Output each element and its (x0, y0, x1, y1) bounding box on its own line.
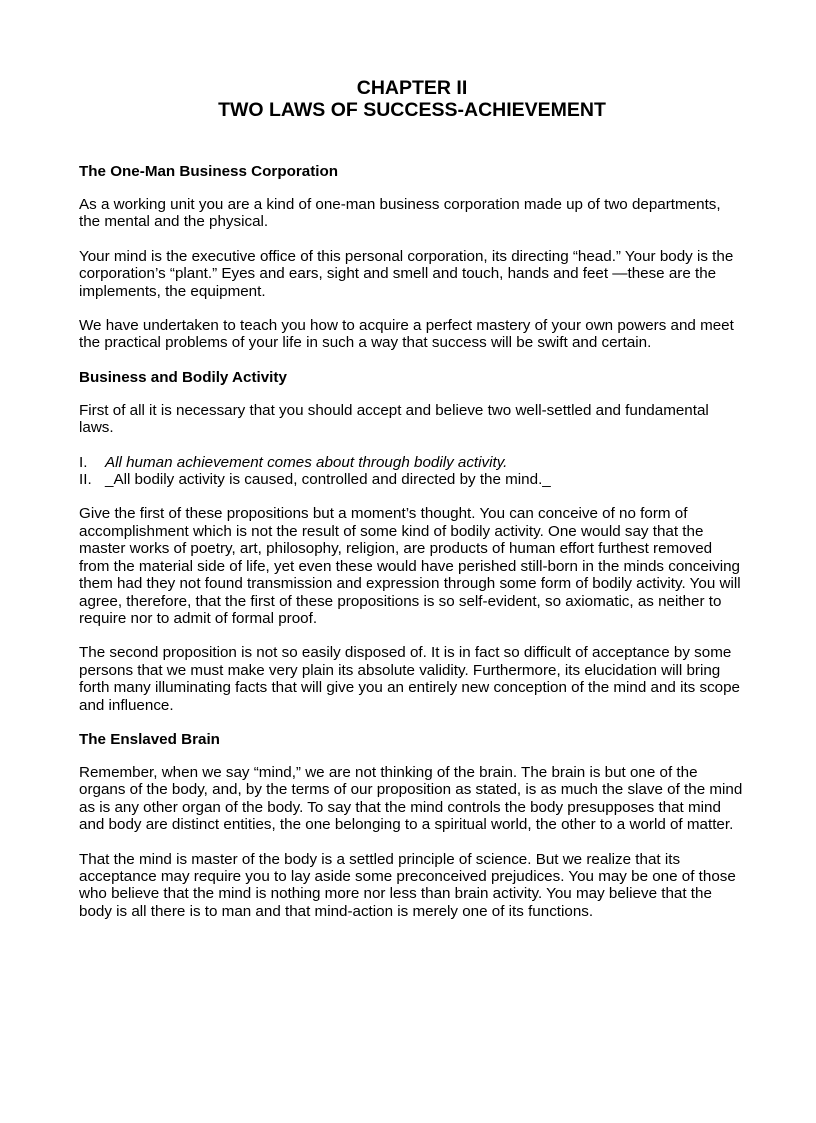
laws-list (79, 454, 745, 489)
section-heading: Business and Bodily Activity (79, 368, 287, 386)
law-text: _All bodily activity is caused, controlled and directed by the mind._ (105, 471, 551, 489)
chapter-title: TWO LAWS OF SUCCESS-ACHIEVEMENT (218, 99, 606, 121)
section-heading: The One-Man Business Corporation (79, 163, 339, 180)
section-heading: The Enslaved Brain (79, 730, 220, 748)
chapter-heading (79, 77, 745, 121)
page-content (79, 77, 745, 937)
paragraph: That the mind is master of the body is a settled principle of science. But we realize that its acceptance may require you to lay aside some preconceived prejudices. You may be one of those who believe that the mind is nothing more nor less than brain activity. You may believe that the body is all there is to man and that mind-action is merely one of its functions. (79, 850, 736, 920)
paragraph: As a working unit you are a kind of one-man business corporation made up of two departments, the mental and the physical. (79, 196, 721, 231)
paragraph: Your mind is the executive office of this personal corporation, its directing “head.” Your body is the corporation’s “plant.” Eyes and ears, sight and smell and touch, hands and feet —these are the implements, the equipment. (79, 247, 734, 300)
law-item (79, 454, 745, 471)
paragraph: We have undertaken to teach you how to acquire a perfect mastery of your own powers and meet the practical problems of your life in such a way that success will be swift and certain. (79, 317, 734, 352)
section-enslaved-brain (79, 731, 745, 920)
paragraph: Remember, when we say “mind,” we are not thinking of the brain. The brain is but one of the organs of the body, and, by the terms of our proposition as stated, is as much the slave of the mind as is any other organ of the body. To say that the mind controls the body presupposes that mind and body are distinct entities, the one belonging to a spiritual world, the other to a world of matter. (79, 763, 743, 834)
paragraph: The second proposition is not so easily disposed of. It is in fact so difficult of acceptance by some persons that we must make very plain its absolute validity. Furthermore, its elucidation will bring forth many illuminating facts that will give you an entirely new conception of the mind and its scope and influence. (79, 644, 741, 714)
law-text: All human achievement comes about through bodily activity. (105, 453, 508, 471)
law-numeral: I. (79, 453, 88, 471)
section-one-man-corporation (79, 163, 745, 352)
law-item (79, 471, 745, 488)
paragraph: First of all it is necessary that you should accept and believe two well-settled and fundamental laws. (79, 401, 709, 437)
section-business-bodily-activity (79, 369, 745, 714)
law-numeral: II. (79, 471, 92, 489)
paragraph: Give the first of these propositions but a moment’s thought. You can conceive of no form of accomplishment which is not the result of some kind of bodily activity. One would say that the master works of poetry, art, philosophy, religion, are products of human effort furthest removed from the material side of life, yet even these would have perished still-born in the minds conceiving them had they not found transmission and expression through some form of bodily activity. You will agree, therefore, that the first of these propositions is so self-evident, so axiomatic, as neither to require nor to admit of formal proof. (79, 505, 741, 627)
chapter-number: CHAPTER II (356, 77, 468, 99)
